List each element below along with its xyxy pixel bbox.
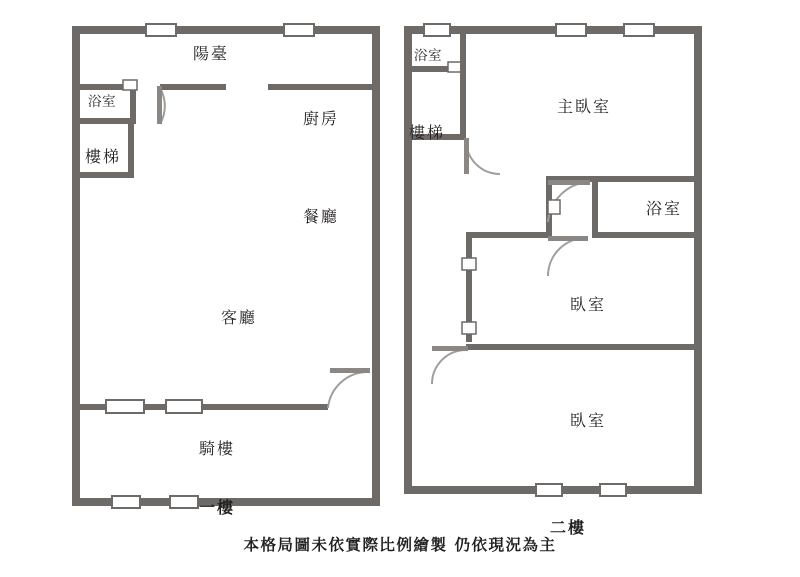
window-f2-top-right	[624, 24, 654, 36]
room-label-balcony-f1: 陽臺	[193, 44, 230, 63]
wall-f1-bath-bottom	[80, 118, 136, 124]
wall-f1-stairs-right	[128, 124, 134, 178]
door-leaf-f2-master	[548, 180, 590, 185]
window-f1-arcade-right	[166, 400, 202, 413]
wall-f1-arcade-b	[142, 404, 168, 410]
wall-f2-left	[404, 26, 412, 494]
room-label-bathroom-f1: 浴室	[88, 94, 116, 110]
wall-f1-right	[372, 26, 380, 506]
door-leaf-f1-entry	[330, 368, 370, 373]
window-f2-top-left	[424, 24, 450, 36]
window-f1-bottom-right	[170, 496, 198, 508]
room-label-bedroom-lower-f2: 臥室	[570, 411, 607, 430]
door-arc-f1-entry	[328, 372, 368, 408]
door-arc-f2-stairs	[466, 140, 500, 174]
window-f2-bottom-left	[536, 484, 562, 496]
room-label-arcade-f1: 騎樓	[199, 439, 236, 458]
wall-f2-right	[694, 26, 702, 494]
wall-f2-corridor-bottom	[466, 232, 552, 238]
floor1-plan	[72, 24, 380, 508]
wall-f1-arcade-c	[200, 404, 328, 410]
wall-f2-mid-top	[598, 232, 702, 238]
room-label-bathroom-upper-left-f2: 浴室	[414, 48, 442, 64]
window-f1-top-left	[146, 24, 176, 36]
disclaimer-caption: 本格局圖未依實際比例繪製 仍依現況為主	[243, 536, 557, 554]
room-label-master-bedroom-f2: 主臥室	[557, 97, 612, 116]
room-label-kitchen-f1: 廚房	[303, 109, 340, 128]
room-label-bathroom-right-f2: 浴室	[646, 199, 683, 218]
room-label-stairs-f1: 樓梯	[85, 147, 122, 166]
floor2-plan	[404, 24, 702, 496]
door-leaf-f1-bathroom	[157, 86, 162, 124]
wall-f2-bathR-left	[592, 176, 598, 238]
window-f2-top-mid	[556, 24, 586, 36]
door-arc-f2-bedroom-middle	[548, 238, 586, 276]
opening-f2-master-jamb	[548, 200, 560, 214]
room-label-dining-room-f1: 餐廳	[303, 207, 340, 226]
opening-f2-corridor-upper	[462, 258, 476, 270]
wall-f1-stairs-bottom	[80, 172, 134, 178]
floor-tag-2f: 二樓	[550, 518, 587, 537]
room-label-living-room-f1: 客廳	[221, 308, 258, 327]
door-leaf-f2-bedroom-lower	[432, 346, 468, 351]
window-f1-bathroom	[123, 80, 137, 90]
room-label-bedroom-middle-f2: 臥室	[570, 295, 607, 314]
window-f1-arcade-left	[106, 400, 144, 413]
wall-f1-top	[72, 26, 380, 34]
window-f2-bottom-right	[600, 484, 626, 496]
room-label-stairs-f2: 樓梯	[409, 123, 446, 142]
window-f1-bottom-left	[112, 496, 140, 508]
wall-f2-bed-divider	[466, 344, 702, 350]
opening-f2-corridor-lower	[462, 322, 476, 334]
wall-f2-bathR-top	[592, 176, 702, 182]
door-arc-f2-bedroom-lower	[432, 350, 466, 384]
wall-f1-balcony-div-right	[268, 84, 372, 90]
door-leaf-f2-stairs	[464, 138, 469, 174]
wall-f1-balcony-div-left	[160, 84, 226, 90]
wall-f2-stairs-right	[460, 34, 466, 140]
door-leaf-f2-bedroom-middle	[548, 236, 588, 241]
window-f1-top-right	[284, 24, 314, 36]
floor-tag-1f: 一樓	[199, 498, 236, 517]
wall-f1-arcade-a	[80, 404, 108, 410]
window-f2-bathL	[448, 62, 462, 72]
wall-f1-left	[72, 26, 80, 506]
